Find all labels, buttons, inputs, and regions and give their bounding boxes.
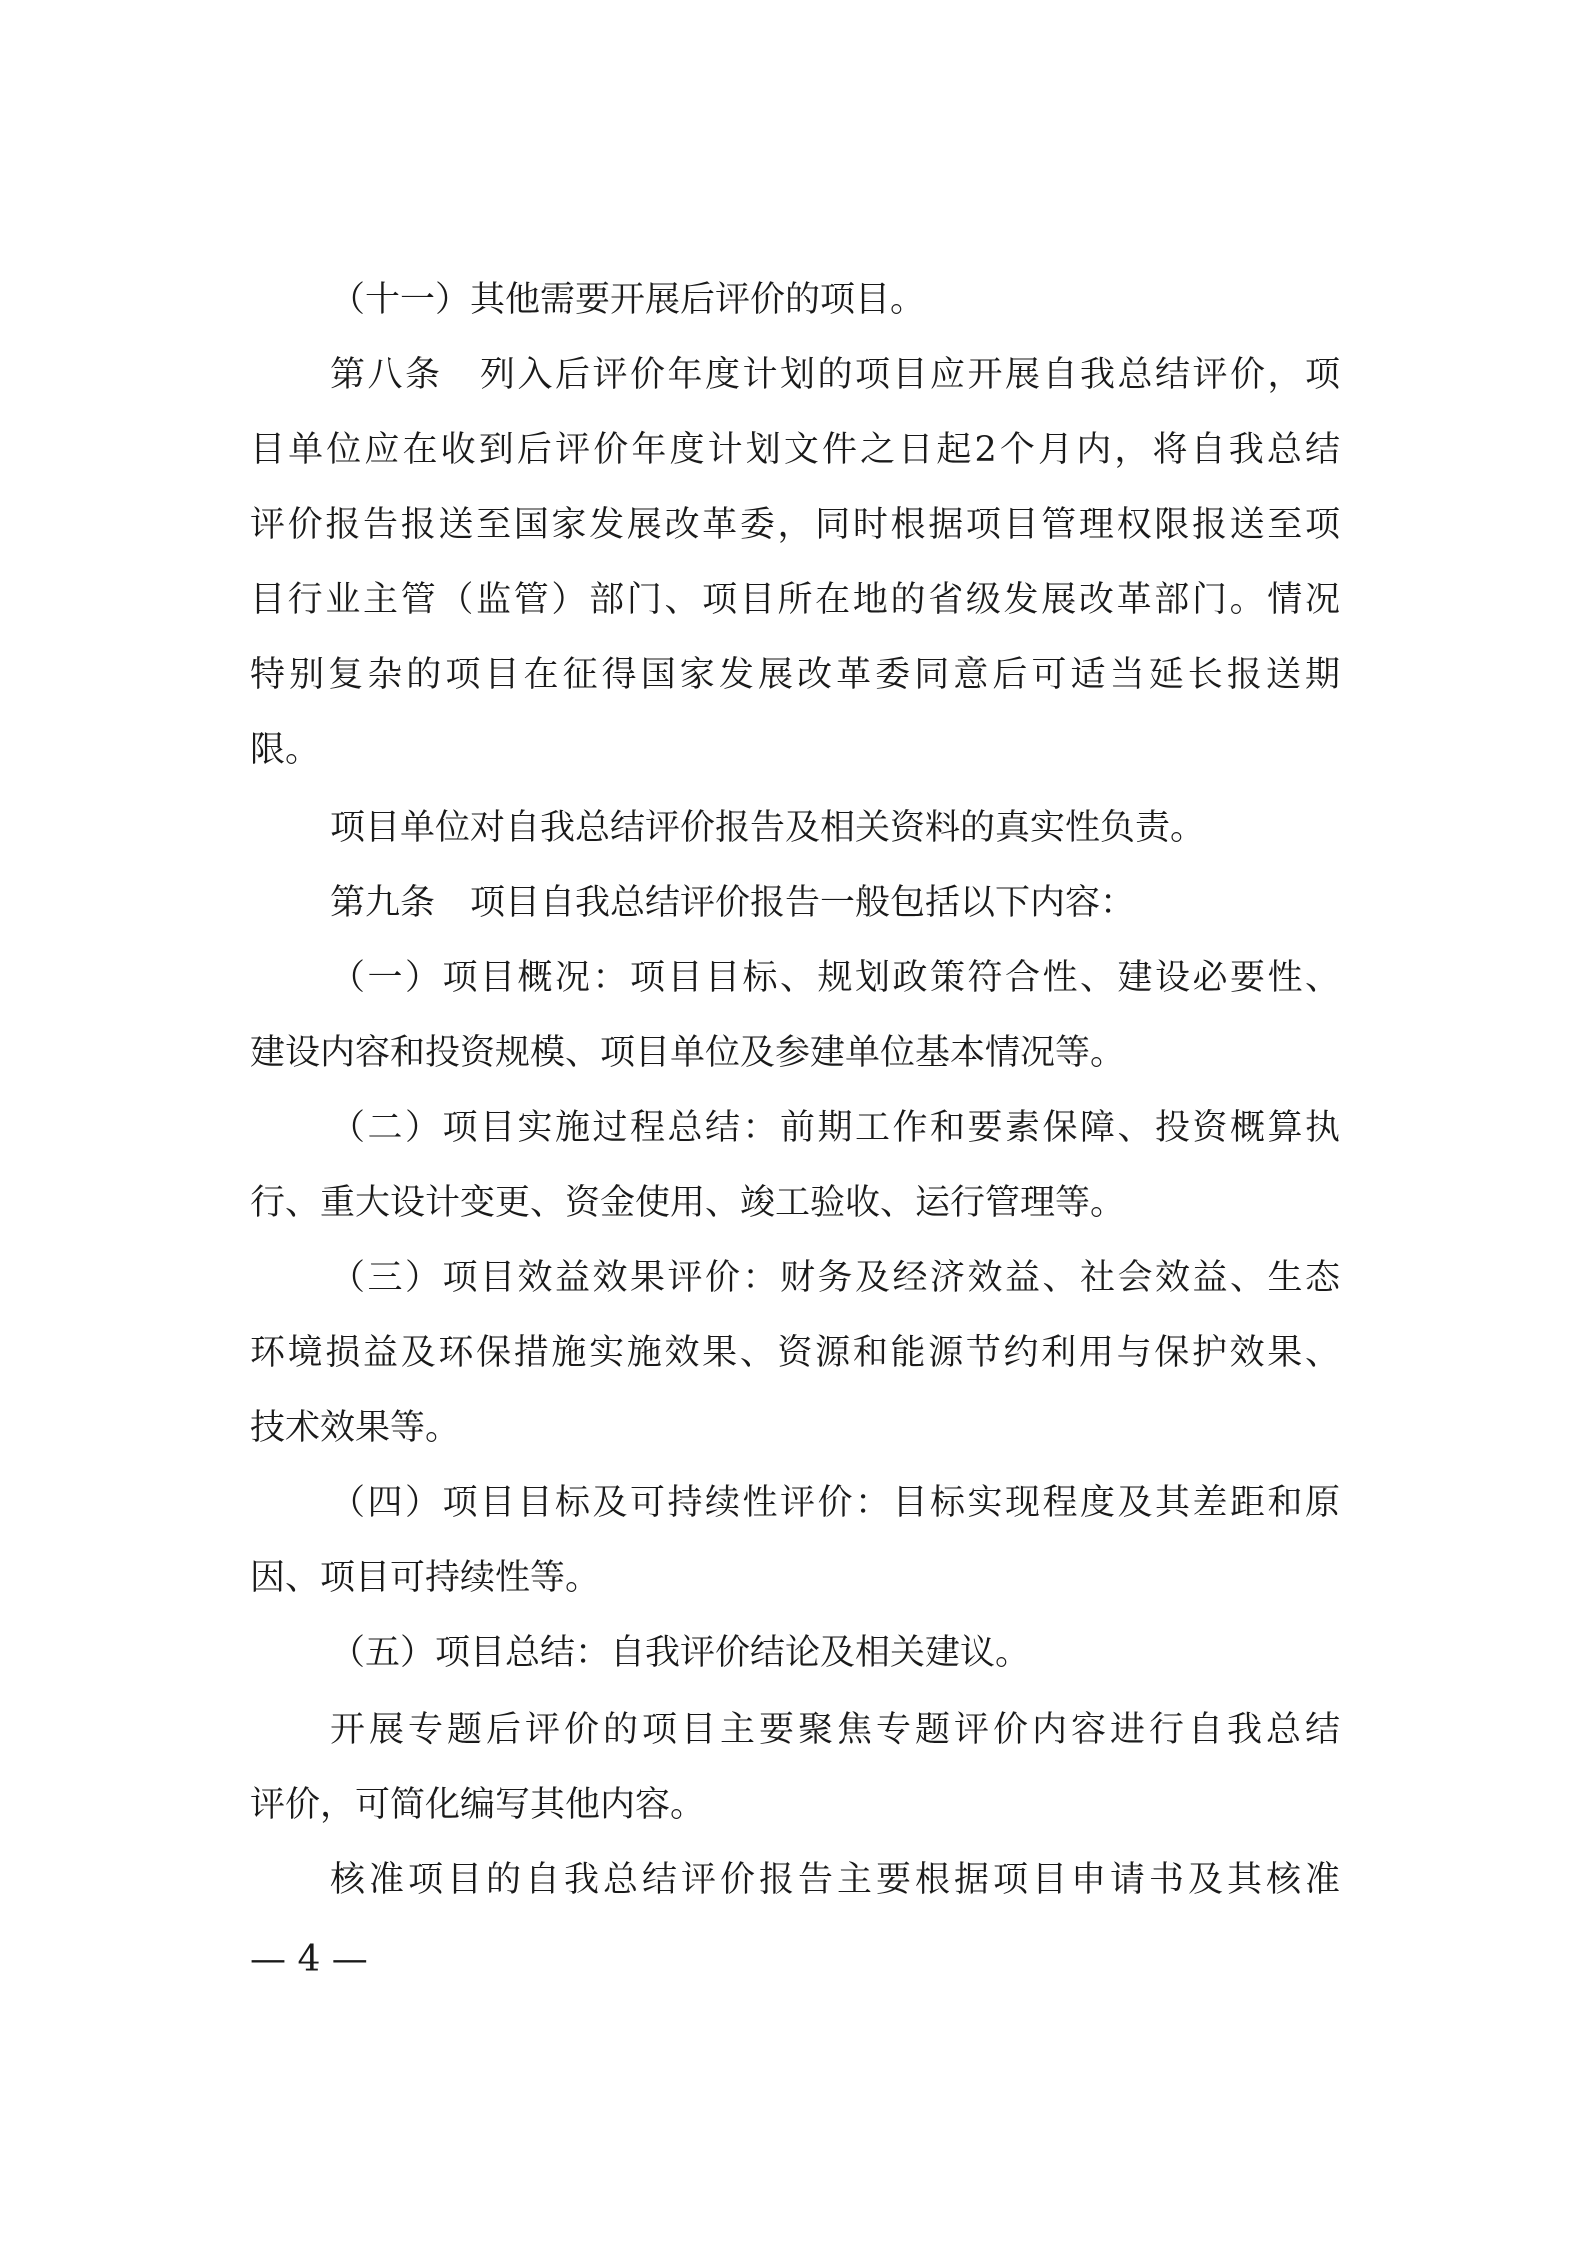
text-line: 特别复杂的项目在征得国家发展改革委同意后可适当延长报送期	[250, 655, 1340, 695]
text-line: 开展专题后评价的项目主要聚焦专题评价内容进行自我总结	[330, 1710, 1340, 1750]
text-line: （五）项目总结：自我评价结论及相关建议。	[330, 1633, 1031, 1673]
text-line: （三）项目效益效果评价：财务及经济效益、社会效益、生态	[330, 1258, 1340, 1298]
text-line: 环境损益及环保措施实施效果、资源和能源节约利用与保护效果、	[250, 1333, 1340, 1373]
text-line: 第九条 项目自我总结评价报告一般包括以下内容：	[330, 883, 1136, 923]
text-line: 第八条 列入后评价年度计划的项目应开展自我总结评价，项	[330, 355, 1340, 395]
text-line: （一）项目概况：项目目标、规划政策符合性、建设必要性、	[330, 958, 1340, 998]
text-line: 项目单位对自我总结评价报告及相关资料的真实性负责。	[330, 808, 1206, 848]
text-line: 评价报告报送至国家发展改革委，同时根据项目管理权限报送至项	[250, 505, 1340, 545]
text-line: 核准项目的自我总结评价报告主要根据项目申请书及其核准	[330, 1860, 1340, 1900]
text-line: 评价，可简化编写其他内容。	[250, 1785, 706, 1825]
text-line: 限。	[250, 730, 321, 770]
text-line: （十一）其他需要开展后评价的项目。	[330, 280, 926, 320]
text-line: 因、项目可持续性等。	[250, 1558, 601, 1598]
page-number: — 4 —	[250, 1939, 368, 1980]
text-line: 技术效果等。	[250, 1408, 461, 1448]
text-line: （二）项目实施过程总结：前期工作和要素保障、投资概算执	[330, 1108, 1340, 1148]
text-line: 目单位应在收到后评价年度计划文件之日起2个月内，将自我总结	[250, 430, 1340, 470]
text-line: 建设内容和投资规模、项目单位及参建单位基本情况等。	[250, 1033, 1126, 1073]
text-line: 行、重大设计变更、资金使用、竣工验收、运行管理等。	[250, 1183, 1126, 1223]
text-line: （四）项目目标及可持续性评价：目标实现程度及其差距和原	[330, 1483, 1340, 1523]
text-line: 目行业主管（监管）部门、项目所在地的省级发展改革部门。情况	[250, 580, 1340, 620]
